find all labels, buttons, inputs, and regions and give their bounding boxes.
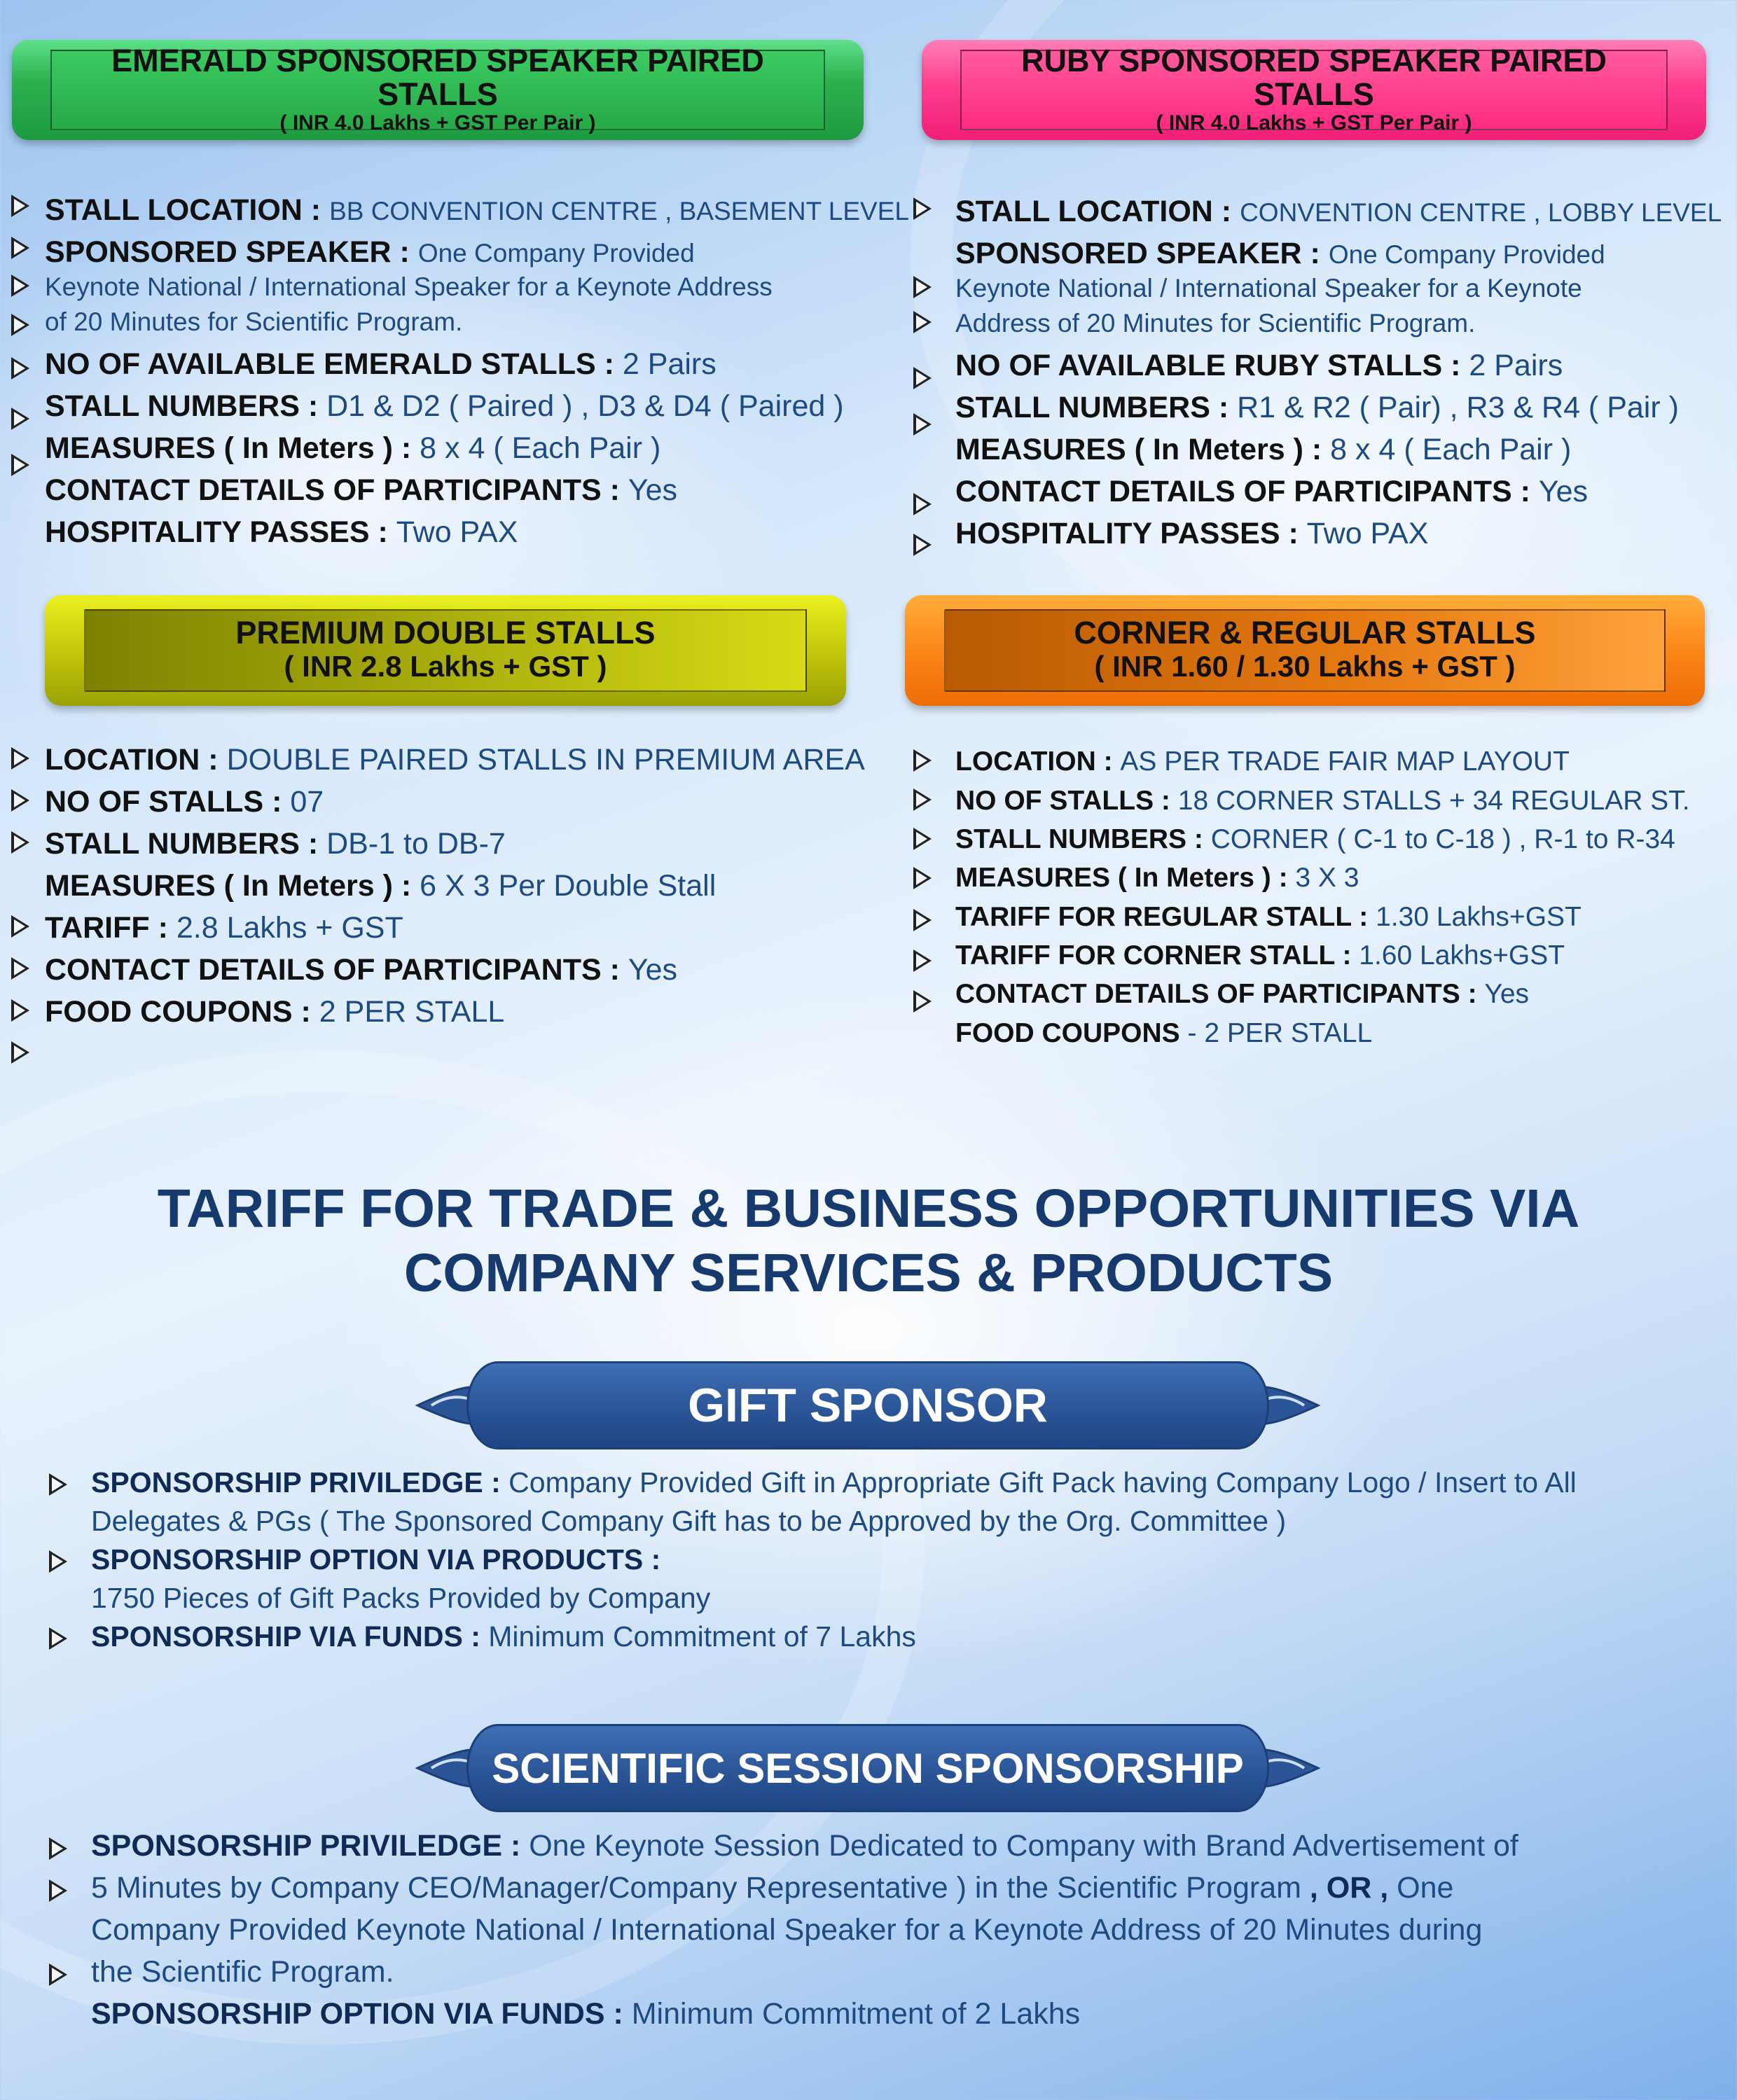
bullet-arrow-icon: [11, 237, 29, 259]
list-item: LOCATION : AS PER TRADE FAIR MAP LAYOUT: [955, 746, 1570, 777]
ruby-title: RUBY SPONSORED SPEAKER PAIRED STALLS: [1021, 43, 1607, 112]
list-item: SPONSORED SPEAKER : One Company Provided: [955, 237, 1605, 270]
bullet-arrow-icon: [913, 311, 932, 333]
emerald-banner: [12, 40, 864, 140]
list-item: STALL LOCATION : CONVENTION CENTRE , LOBBY LEVEL: [955, 195, 1722, 228]
ruby-banner: [922, 40, 1706, 140]
bullet-arrow-icon: [913, 534, 932, 556]
list-item: CONTACT DETAILS OF PARTICIPANTS : Yes: [955, 475, 1589, 508]
bullet-arrow-icon: [11, 195, 29, 217]
list-item: SPONSORSHIP OPTION VIA FUNDS : Minimum Commitment of 2 Lakhs: [91, 1997, 1081, 2031]
scientific-session-ribbon: [410, 1724, 1325, 1812]
premium-title: PREMIUM DOUBLE STALLS: [235, 615, 656, 651]
bullet-arrow-icon: [49, 1963, 67, 1986]
list-item: MEASURES ( In Meters ) : 6 X 3 Per Double Stall: [45, 869, 717, 903]
gift-sponsor-title: GIFT SPONSOR: [466, 1361, 1269, 1449]
list-item: SPONSORSHIP PRIVILEDGE : One Keynote Session Dedicated to Company with Brand Advertisement of: [91, 1829, 1518, 1863]
bullet-arrow-icon: [11, 314, 29, 336]
list-item: Keynote National / International Speaker for a Keynote: [955, 274, 1582, 303]
list-item: TARIFF FOR REGULAR STALL : 1.30 Lakhs+GST: [955, 902, 1582, 932]
list-item: MEASURES ( In Meters ) : 8 x 4 ( Each Pair ): [955, 433, 1572, 466]
premium-subtitle: ( INR 2.8 Lakhs + GST ): [284, 650, 607, 683]
bullet-arrow-icon: [49, 1473, 67, 1496]
bullet-arrow-icon: [49, 1550, 67, 1573]
bullet-arrow-icon: [913, 749, 932, 772]
bullet-arrow-icon: [11, 1041, 29, 1064]
bullet-arrow-icon: [913, 909, 932, 931]
list-item: CONTACT DETAILS OF PARTICIPANTS : Yes: [45, 473, 678, 507]
page-heading-line-1: TARIFF FOR TRADE & BUSINESS OPPORTUNITIES VIA: [157, 1178, 1580, 1239]
bullet-arrow-icon: [913, 367, 932, 389]
bullet-arrow-icon: [49, 1627, 67, 1650]
list-item: HOSPITALITY PASSES : Two PAX: [45, 515, 518, 549]
bullet-arrow-icon: [11, 831, 29, 854]
bullet-arrow-icon: [913, 493, 932, 515]
corner-title: CORNER & REGULAR STALLS: [1074, 615, 1536, 651]
bullet-arrow-icon: [11, 915, 29, 938]
list-item: STALL LOCATION : BB CONVENTION CENTRE , BASEMENT LEVEL: [45, 193, 909, 227]
bullet-arrow-icon: [913, 197, 932, 220]
list-item: HOSPITALITY PASSES : Two PAX: [955, 517, 1429, 550]
list-item: NO OF STALLS : 18 CORNER STALLS + 34 REGULAR ST.: [955, 786, 1690, 816]
list-item: SPONSORED SPEAKER : One Company Provided: [45, 235, 695, 269]
list-item: 5 Minutes by Company CEO/Manager/Company Representative ) in the Scientific Program , OR , One: [91, 1871, 1454, 1905]
bullet-arrow-icon: [11, 274, 29, 297]
list-item: NO OF STALLS : 07: [45, 785, 324, 819]
list-item: MEASURES ( In Meters ) : 3 X 3: [955, 863, 1359, 893]
bullet-arrow-icon: [11, 357, 29, 380]
bullet-arrow-icon: [913, 950, 932, 972]
emerald-subtitle: ( INR 4.0 Lakhs + GST Per Pair ): [279, 111, 596, 134]
bullet-arrow-icon: [11, 454, 29, 476]
premium-banner: [45, 595, 846, 706]
list-item: CONTACT DETAILS OF PARTICIPANTS : Yes: [45, 953, 678, 987]
list-item: SPONSORSHIP VIA FUNDS : Minimum Commitment of 7 Lakhs: [91, 1620, 916, 1653]
page-heading-line-2: COMPANY SERVICES & PRODUCTS: [403, 1243, 1334, 1303]
list-item: STALL NUMBERS : D1 & D2 ( Paired ) , D3 & D4 ( Paired ): [45, 389, 844, 423]
bullet-arrow-icon: [913, 867, 932, 889]
bullet-arrow-icon: [913, 828, 932, 850]
bullet-arrow-icon: [11, 999, 29, 1022]
list-item: MEASURES ( In Meters ) : 8 x 4 ( Each Pair ): [45, 431, 661, 465]
list-item: SPONSORSHIP OPTION VIA PRODUCTS :: [91, 1543, 661, 1576]
ruby-subtitle: ( INR 4.0 Lakhs + GST Per Pair ): [1156, 111, 1472, 134]
bullet-arrow-icon: [913, 276, 932, 298]
list-item: Address of 20 Minutes for Scientific Program.: [955, 309, 1476, 338]
list-item: TARIFF : 2.8 Lakhs + GST: [45, 911, 403, 945]
bullet-arrow-icon: [11, 408, 29, 430]
list-item: STALL NUMBERS : R1 & R2 ( Pair) , R3 & R4 ( Pair ): [955, 391, 1679, 424]
list-item: TARIFF FOR CORNER STALL : 1.60 Lakhs+GST: [955, 940, 1565, 971]
list-item: NO OF AVAILABLE RUBY STALLS : 2 Pairs: [955, 349, 1563, 382]
bullet-arrow-icon: [11, 747, 29, 770]
bullet-arrow-icon: [49, 1837, 67, 1860]
bullet-arrow-icon: [11, 957, 29, 980]
list-item: STALL NUMBERS : DB-1 to DB-7: [45, 827, 506, 861]
list-item: SPONSORSHIP PRIVILEDGE : Company Provided Gift in Appropriate Gift Pack having Company Logo / Insert to All: [91, 1466, 1577, 1498]
emerald-title: EMERALD SPONSORED SPEAKER PAIRED STALLS: [111, 43, 764, 112]
corner-subtitle: ( INR 1.60 / 1.30 Lakhs + GST ): [1094, 650, 1516, 683]
list-item: the Scientific Program.: [91, 1955, 394, 1989]
list-item: Delegates & PGs ( The Sponsored Company Gift has to be Approved by the Org. Committee ): [91, 1505, 1287, 1537]
list-item: CONTACT DETAILS OF PARTICIPANTS : Yes: [955, 979, 1530, 1009]
list-item: FOOD COUPONS : 2 PER STALL: [45, 995, 505, 1029]
bullet-arrow-icon: [913, 413, 932, 436]
scientific-session-title: SCIENTIFIC SESSION SPONSORSHIP: [466, 1724, 1269, 1812]
list-item: 1750 Pieces of Gift Packs Provided by Company: [91, 1582, 711, 1614]
list-item: STALL NUMBERS : CORNER ( C-1 to C-18 ) , R-1 to R-34: [955, 824, 1675, 854]
list-item: of 20 Minutes for Scientific Program.: [45, 307, 463, 336]
list-item: NO OF AVAILABLE EMERALD STALLS : 2 Pairs: [45, 347, 717, 381]
list-item: Company Provided Keynote National / International Speaker for a Keynote Address of 20 Minutes during: [91, 1913, 1483, 1947]
bullet-arrow-icon: [49, 1879, 67, 1902]
bullet-arrow-icon: [913, 990, 932, 1013]
list-item: FOOD COUPONS - 2 PER STALL: [955, 1018, 1373, 1048]
bullet-arrow-icon: [11, 789, 29, 812]
gift-sponsor-ribbon: [410, 1361, 1325, 1449]
corner-banner: [905, 595, 1705, 706]
list-item: Keynote National / International Speaker for a Keynote Address: [45, 272, 773, 301]
list-item: LOCATION : DOUBLE PAIRED STALLS IN PREMIUM AREA: [45, 743, 865, 777]
bullet-arrow-icon: [913, 788, 932, 811]
